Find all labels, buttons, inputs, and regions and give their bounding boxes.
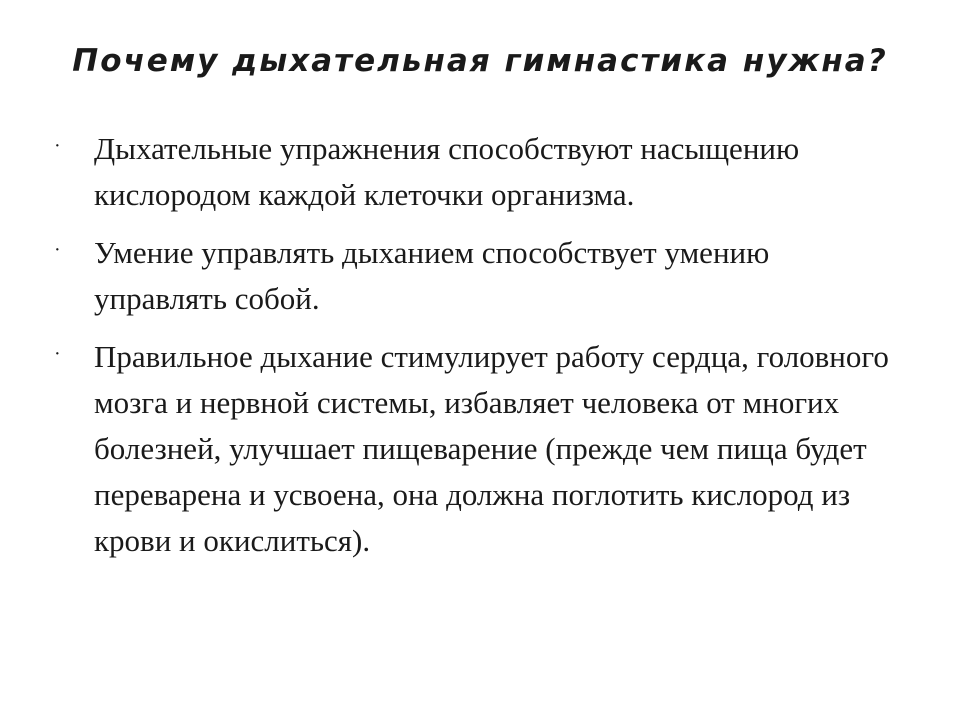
bullet-dot-icon: · <box>54 239 61 261</box>
slide-title: Почему дыхательная гимнастика нужна? <box>72 43 888 79</box>
bullet-dot-icon: · <box>54 135 61 157</box>
bullet-dot-icon: · <box>54 343 61 365</box>
bullet-text-1: Дыхательные упражнения способствуют насыщению кислородом каждой клеточки организма. <box>94 131 800 212</box>
bullet-list <box>50 126 910 576</box>
bullet-item-1 <box>50 126 910 218</box>
bullet-text-2: Умение управлять дыханием способствует умению управлять собой. <box>94 235 770 316</box>
bullet-text-3: Правильное дыхание стимулирует работу сердца, головного мозга и нервной системы, избавляет человека от многих болезней, улучшает пищеварение (прежде чем пища будет переварена и усвоена, она должна поглотить кислород из крови и окислиться). <box>94 339 889 558</box>
bullet-item-2 <box>50 230 910 322</box>
bullet-item-3 <box>50 334 910 564</box>
